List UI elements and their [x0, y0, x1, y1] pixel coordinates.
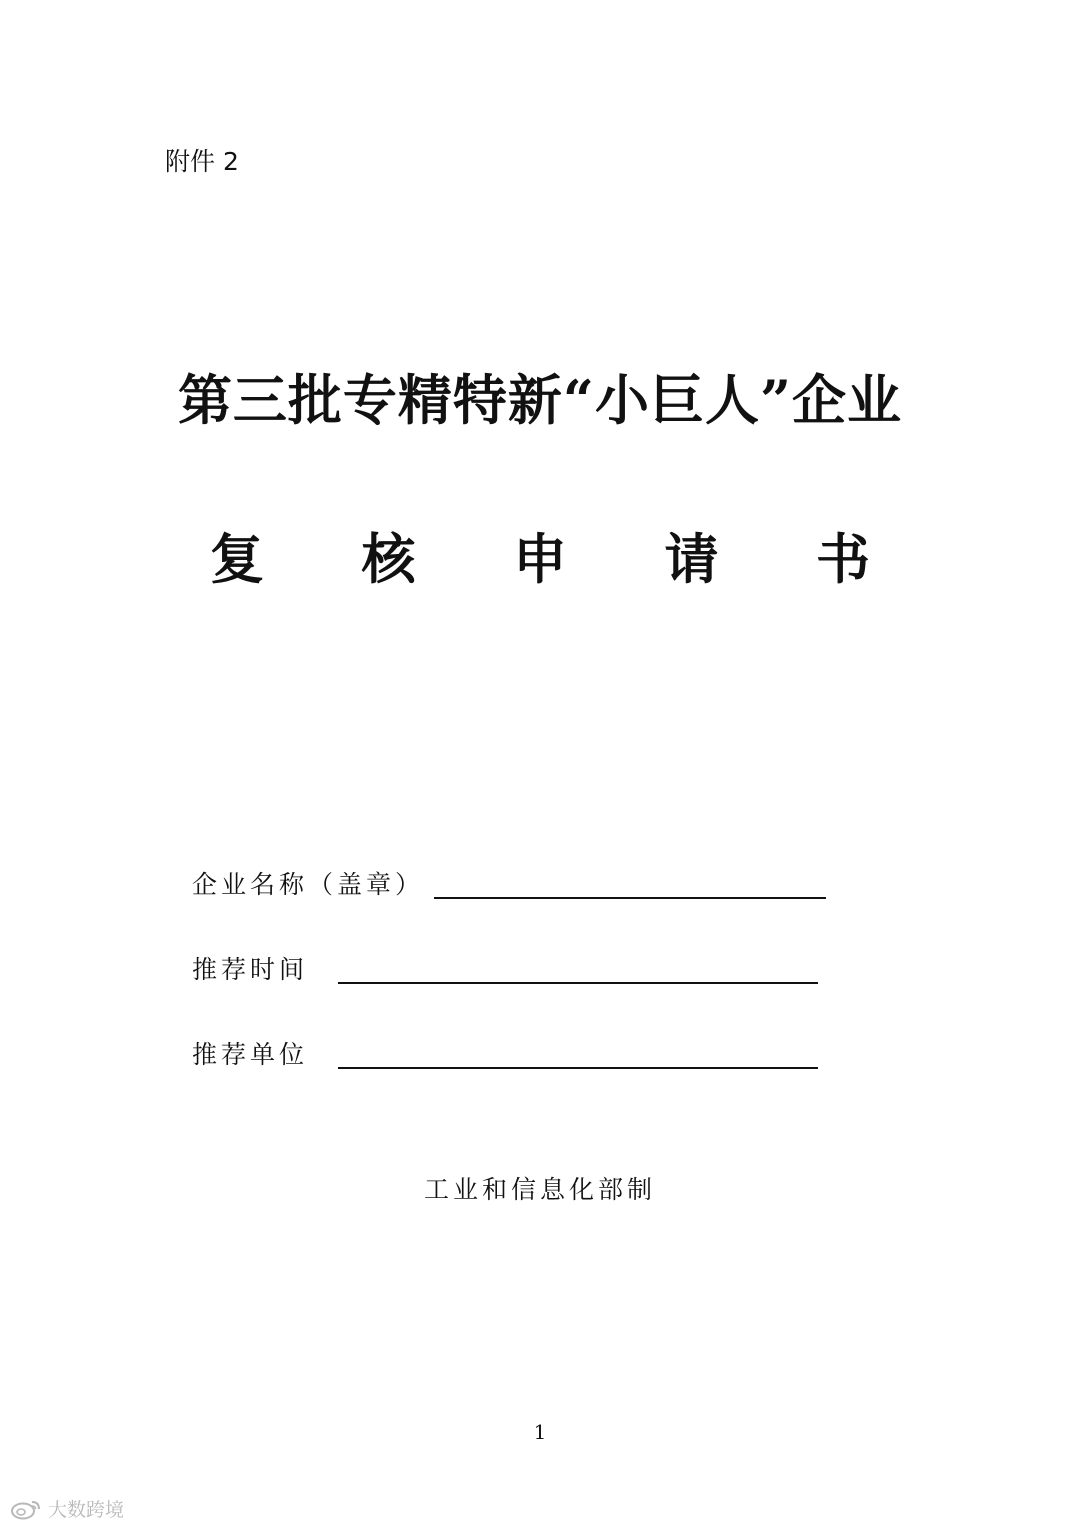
title-char: 复 [210, 527, 264, 591]
title-char: 申 [513, 527, 567, 591]
company-name-row [192, 865, 826, 901]
weibo-logo-icon [10, 1498, 44, 1520]
title-char: 书 [816, 527, 870, 591]
recommend-unit-label: 推荐单位 [192, 1040, 309, 1069]
recommend-unit-blank-line [338, 1067, 818, 1069]
document-title-line2 [210, 517, 870, 594]
recommend-time-label: 推荐时间 [192, 955, 309, 984]
company-name-label: 企业名称（盖章） [192, 870, 425, 899]
recommend-unit-row [192, 1035, 818, 1071]
attachment-label: 附件 2 [165, 147, 239, 176]
title-char: 请 [664, 527, 719, 591]
company-name-blank-line [434, 897, 826, 899]
recommend-time-blank-line [338, 982, 818, 984]
watermark-text: 大数跨境 [48, 1499, 125, 1521]
watermark [10, 1495, 124, 1522]
recommend-time-row [192, 950, 818, 986]
title-char: 核 [361, 527, 416, 591]
issuer-text: 工业和信息化部制 [423, 1175, 656, 1204]
page-number: 1 [533, 1420, 547, 1444]
document-title-line1: 第三批专精特新“小巨人”企业 [177, 368, 903, 432]
